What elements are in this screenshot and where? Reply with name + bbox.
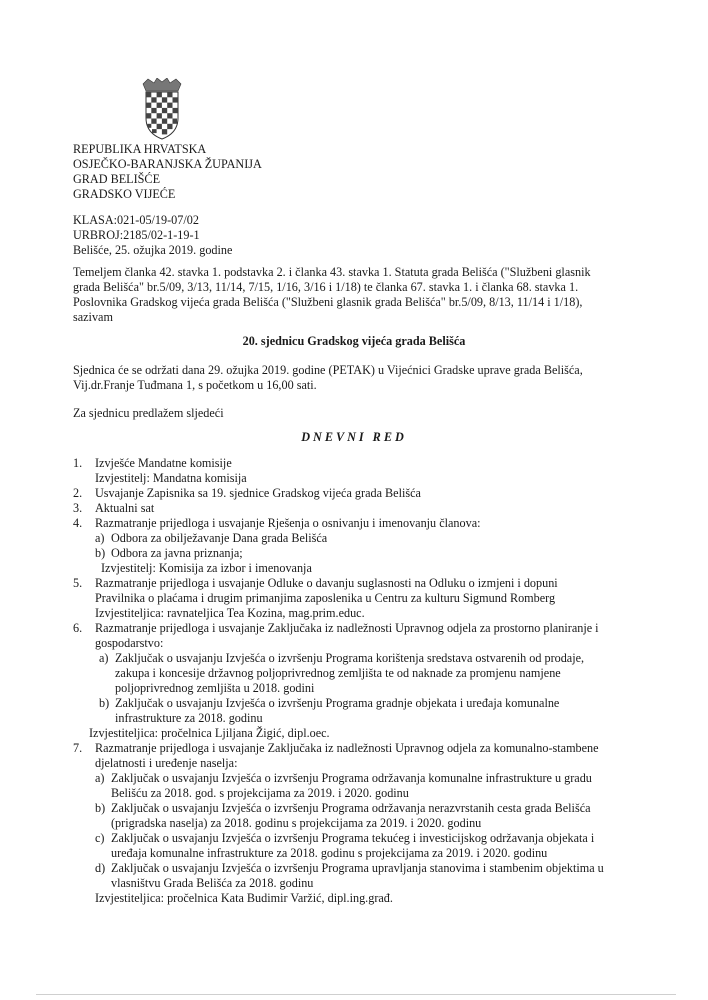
agenda-subitem [95, 771, 663, 801]
page-bottom-divider [36, 994, 676, 995]
subitem-text: uređaja komunalne infrastrukture za 2018. godinu s projekcijama za 2019. i 2020. godinu [111, 846, 548, 860]
agenda-item-number: 4. [73, 516, 83, 530]
header-line-country: REPUBLIKA HRVATSKA [73, 142, 207, 156]
agenda-item-text: djelatnosti i uređenje naselja: [95, 756, 238, 770]
preamble-line: sazivam [73, 310, 113, 324]
agenda-item-text: Izvješće Mandatne komisije [95, 456, 232, 470]
subitem-text: Zaključak o usvajanju Izvješća o izvršenju Programa gradnje objekata i uređaja komunalne [115, 696, 560, 710]
agenda-item-presenter: Izvjestiteljica: pročelnica Kata Budimir Varžić, dipl.ing.građ. [95, 891, 393, 905]
session-info-line: Vij.dr.Franje Tuđmana 1, s početkom u 16,00 sati. [73, 378, 317, 392]
preamble-line: grada Belišća" br.5/09, 3/13, 11/14, 7/15, 1/16, 3/16 i 1/18) te članka 67. stavka 1. i članka 68. stavka 1. [73, 280, 579, 294]
subitem-text: Zaključak o usvajanju Izvješća o izvršenju Programa održavanja nerazvrstanih cesta grada Belišća [111, 801, 591, 815]
agenda-subitem [99, 651, 663, 696]
subitem-letter: a) [95, 771, 105, 785]
agenda-item [73, 516, 663, 576]
session-info [73, 363, 583, 393]
subitem-text: poljoprivrednog zemljišta u 2018. godini [115, 681, 315, 695]
agenda-item-presenter: Izvjestitelj: Mandatna komisija [95, 471, 247, 485]
agenda-item-text: Razmatranje prijedloga i usvajanje Zaključaka iz nadležnosti Upravnog odjela za komunalno-stambene [95, 741, 599, 755]
agenda-subitem [95, 831, 663, 861]
header-line-city: GRAD BELIŠĆE [73, 172, 161, 186]
agenda-title: DNEVNI RED [301, 430, 407, 444]
agenda-item [73, 576, 663, 621]
subitem-text: Odbora za javna priznanja; [111, 546, 243, 560]
agenda-item [73, 486, 663, 501]
subitem-text: Zaključak o usvajanju Izvješća o izvršenju Programa upravljanja stanovima i stambenim objektima u [111, 861, 604, 875]
agenda-subitem [95, 801, 663, 831]
subitem-text: zakupa i koncesije državnog poljoprivrednog zemljišta te od naknade za promjenu namjene [115, 666, 561, 680]
agenda-item [73, 456, 663, 486]
subitem-letter: b) [95, 801, 106, 815]
subitem-text: (prigradska naselja) za 2018. godinu s projekcijama za 2019. i 2020. godinu [111, 816, 482, 830]
agenda-item [73, 501, 663, 516]
agenda-item-number: 5. [73, 576, 83, 590]
subitem-letter: c) [95, 831, 105, 845]
subitem-text: Belišću za 2018. god. s projekcijama za 2019. i 2020. godinu [111, 786, 409, 800]
subitem-text: Zaključak o usvajanju Izvješća o izvršenju Programa održavanja komunalne infrastrukture u gradu [111, 771, 592, 785]
subitem-letter: a) [95, 531, 105, 545]
issuer-header [73, 142, 262, 202]
agenda-item [73, 621, 663, 741]
klasa: KLASA:021-05/19-07/02 [73, 213, 199, 227]
subitem-text: Zaključak o usvajanju Izvješća o izvršenju Programa tekućeg i investicijskog održavanja objekata i [111, 831, 595, 845]
agenda-item-text: Razmatranje prijedloga i usvajanje Odluke o davanju suglasnosti na Odluku o izmjeni i dopuni [95, 576, 558, 590]
agenda-item-text: Aktualni sat [95, 501, 155, 515]
urbroj: URBROJ:2185/02-1-19-1 [73, 228, 200, 242]
agenda-subitem [95, 531, 663, 546]
agenda-item-number: 7. [73, 741, 83, 755]
subitem-text: infrastrukture za 2018. godinu [115, 711, 263, 725]
session-info-line: Sjednica će se održati dana 29. ožujka 2019. godine (PETAK) u Vijećnici Gradske uprave grada Belišća, [73, 363, 583, 377]
agenda-item-text: Usvajanje Zapisnika sa 19. sjednice Gradskog vijeća grada Belišća [95, 486, 421, 500]
subitem-text: vlasništvu Grada Belišća za 2018. godinu [111, 876, 314, 890]
preamble [73, 265, 591, 325]
subitem-letter: d) [95, 861, 106, 875]
agenda-item-text: Razmatranje prijedloga i usvajanje Rješenja o osnivanju i imenovanju članova: [95, 516, 481, 530]
agenda-subitem [95, 861, 663, 891]
agenda-subitem [95, 546, 663, 561]
proposal-text: Za sjednicu predlažem sljedeći [73, 406, 224, 420]
agenda-item-presenter: Izvjestiteljica: pročelnica Ljiljana Žigić, dipl.oec. [89, 726, 330, 740]
subitem-text: Odbora za obilježavanje Dana grada Belišća [111, 531, 328, 545]
reference-block [73, 213, 232, 258]
agenda-item-number: 2. [73, 486, 83, 500]
place-date: Belišće, 25. ožujka 2019. godine [73, 243, 233, 257]
header-line-county: OSJEČKO-BARANJSKA ŽUPANIJA [73, 157, 262, 171]
subitem-letter: b) [99, 696, 110, 710]
session-title: 20. sjednicu Gradskog vijeća grada Belišća [242, 334, 466, 348]
agenda-item-text: gospodarstvo: [95, 636, 164, 650]
agenda-item-number: 3. [73, 501, 83, 515]
agenda-item-presenter: Izvjestiteljica: ravnateljica Tea Kozina, mag.prim.educ. [95, 606, 365, 620]
agenda-item-text: Pravilnika o plaćama i drugim primanjima zaposlenika u Centru za kulturu Sigmund Romberg [95, 591, 556, 605]
preamble-line: Temeljem članka 42. stavka 1. podstavka 2. i članka 43. stavka 1. Statuta grada Belišća ("Službeni glasnik [73, 265, 591, 279]
subitem-text: Zaključak o usvajanju Izvješća o izvršenju Programa korištenja sredstava ostvarenih od prodaje, [115, 651, 585, 665]
agenda-list [73, 456, 663, 906]
agenda-item-number: 6. [73, 621, 83, 635]
subitem-letter: a) [99, 651, 109, 665]
croatian-coat-of-arms-icon [140, 78, 184, 140]
preamble-line: Poslovnika Gradskog vijeća grada Belišća ("Službeni glasnik grada Belišća" br.5/09, 8/13, 11/14 i 1/18), [73, 295, 583, 309]
header-line-council: GRADSKO VIJEĆE [73, 187, 176, 201]
agenda-subitem [99, 696, 663, 726]
agenda-item-number: 1. [73, 456, 83, 470]
agenda-item-presenter: Izvjestitelj: Komisija za izbor i imenovanja [101, 561, 312, 575]
agenda-item-text: Razmatranje prijedloga i usvajanje Zaključaka iz nadležnosti Upravnog odjela za prostorno planiranje i [95, 621, 599, 635]
agenda-item [73, 741, 663, 906]
subitem-letter: b) [95, 546, 106, 560]
